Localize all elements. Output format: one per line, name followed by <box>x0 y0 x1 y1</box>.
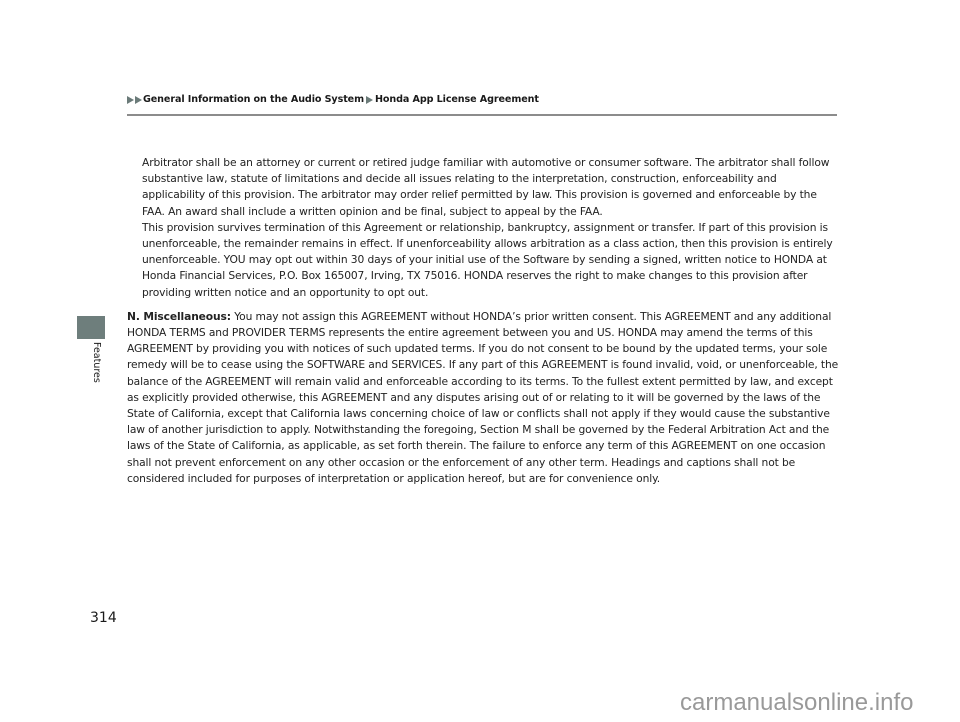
watermark: carmanualsonline.info <box>680 689 914 716</box>
section-label: Features <box>91 342 102 383</box>
breadcrumb-separator-icon <box>366 96 373 104</box>
page-content <box>127 155 839 487</box>
breadcrumb-arrow-icon <box>127 96 134 104</box>
breadcrumb-item-license-agreement[interactable]: Honda App License Agreement <box>374 94 539 105</box>
header-divider <box>127 114 837 116</box>
arbitrator-paragraph: Arbitrator shall be an attorney or current or retired judge familiar with automotive or consumer software. The arbitrator shall follow substantive law, statute of limitations and decide all issues relating to the interpretation, construction, enforceability and applicability of this provision. The arbitrator may order relief permitted by law. This provision is governed and enforceable by the FAA. An award shall include a written opinion and be final, subject to appeal by the FAA. <box>142 156 830 218</box>
miscellaneous-heading: N. Miscellaneous: <box>127 309 231 323</box>
breadcrumb-arrow-icon <box>135 96 142 104</box>
section-tab-marker <box>77 316 105 339</box>
breadcrumb-item-audio-system[interactable]: General Information on the Audio System <box>143 94 364 105</box>
opt-out-paragraph: This provision survives termination of this Agreement or relationship, bankruptcy, assignment or transfer. If part of this provision is unenforceable, the remainder remains in effect. If unenforceability allows arbitration as a class action, then this provision is entirely unenforceable. YOU may opt out within 30 days of your initial use of the Software by sending a signed, written notice to HONDA at Honda Financial Services, P.O. Box 165007, Irving, TX 75016. HONDA reserves the right to make changes to this provision after providing written notice and an opportunity to opt out. <box>142 220 833 299</box>
page-number: 314 <box>90 610 117 626</box>
miscellaneous-paragraph <box>127 309 839 487</box>
arbitration-section <box>142 155 839 301</box>
miscellaneous-text: You may not assign this AGREEMENT without HONDA’s prior written consent. This AGREEMENT and any additional HONDA TERMS and PROVIDER TERMS represents the entire agreement between you and US. HONDA may amend the terms of this AGREEMENT by providing you with notices of such updated terms. If you do not consent to be bound by the updated terms, your sole remedy will be to cease using the SOFTWARE and SERVICES. If any part of this AGREEMENT is found invalid, void, or unenforceable, the balance of the AGREEMENT will remain valid and enforceable according to its terms. To the fullest extent permitted by law, and except as explicitly provided otherwise, this AGREEMENT and any disputes arising out of or relating to it will be governed by the laws of the State of California, except that California laws concerning choice of law or conflicts shall not apply if they would cause the substantive law of another jurisdiction to apply. Notwithstanding the foregoing, Section M shall be governed by the Federal Arbitration Act and the laws of the State of California, as applicable, as set forth therein. The failure to enforce any term of this AGREEMENT on one occasion shall not prevent enforcement on any other occasion or the enforcement of any other term. Headings and captions shall not be considered included for purposes of interpretation or application hereof, but are for convenience only. <box>127 309 839 485</box>
breadcrumb <box>127 94 539 105</box>
